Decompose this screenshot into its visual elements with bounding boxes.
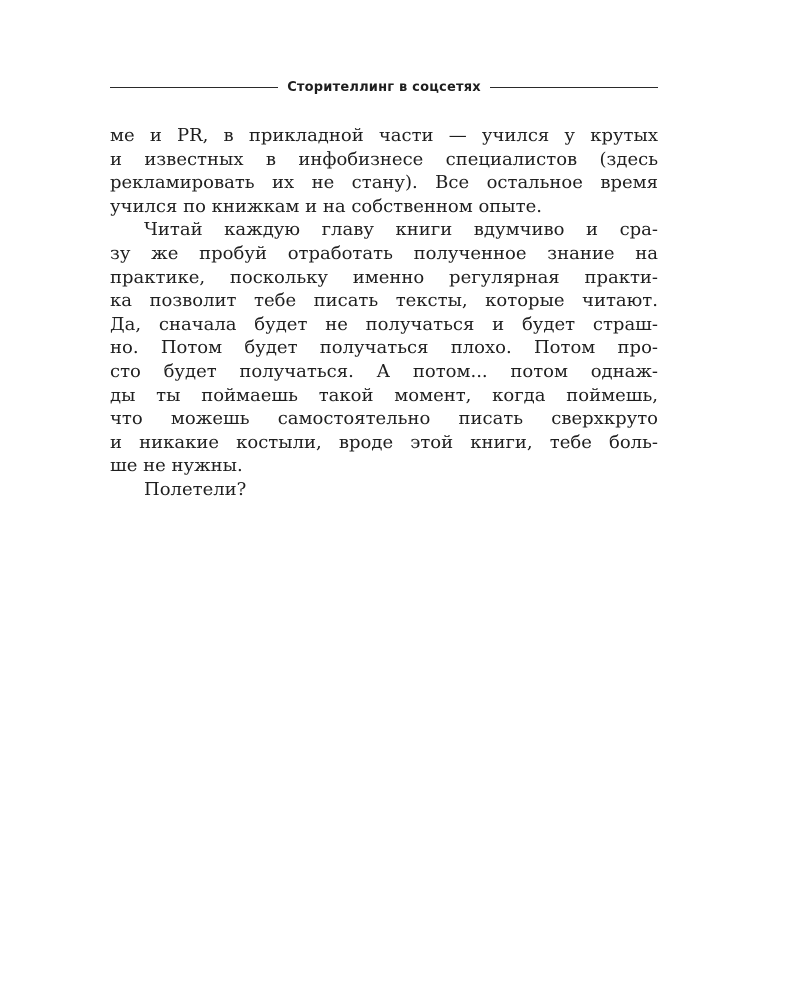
header-rule-right: [490, 87, 658, 88]
text-line: Полетели?: [144, 478, 247, 500]
text-line: что можешь самостоятельно писать сверхкруто: [110, 408, 658, 430]
text-line: но. Потом будет получаться плохо. Потом про-: [110, 337, 658, 359]
body-text: [110, 124, 658, 502]
running-header: [110, 76, 658, 98]
text-line: и никакие костыли, вроде этой книги, тебе боль-: [110, 431, 658, 453]
text-line: и известных в инфобизнесе специалистов (здесь: [110, 148, 658, 170]
text-line: ды ты поймаешь такой момент, когда поймешь,: [110, 384, 658, 406]
header-rule-left: [110, 87, 278, 88]
text-line: сто будет получаться. А потом... потом однаж-: [110, 360, 658, 382]
text-line: ше не нужны.: [110, 455, 243, 477]
text-line: Да, сначала будет не получаться и будет страш-: [110, 313, 658, 335]
text-line: практике, поскольку именно регулярная практи-: [110, 266, 658, 288]
text-line: учился по книжкам и на собственном опыте.: [110, 195, 542, 217]
running-title: Сторителлинг в соцсетях: [287, 79, 481, 95]
text-line: рекламировать их не стану). Все остальное время: [110, 172, 658, 194]
text-line: зу же пробуй отработать полученное знание на: [110, 242, 658, 264]
text-line: ме и PR, в прикладной части — учился у крутых: [110, 125, 658, 146]
text-line: Читай каждую главу книги вдумчиво и сра-: [144, 219, 658, 241]
text-line: ка позволит тебе писать тексты, которые читают.: [110, 290, 658, 312]
